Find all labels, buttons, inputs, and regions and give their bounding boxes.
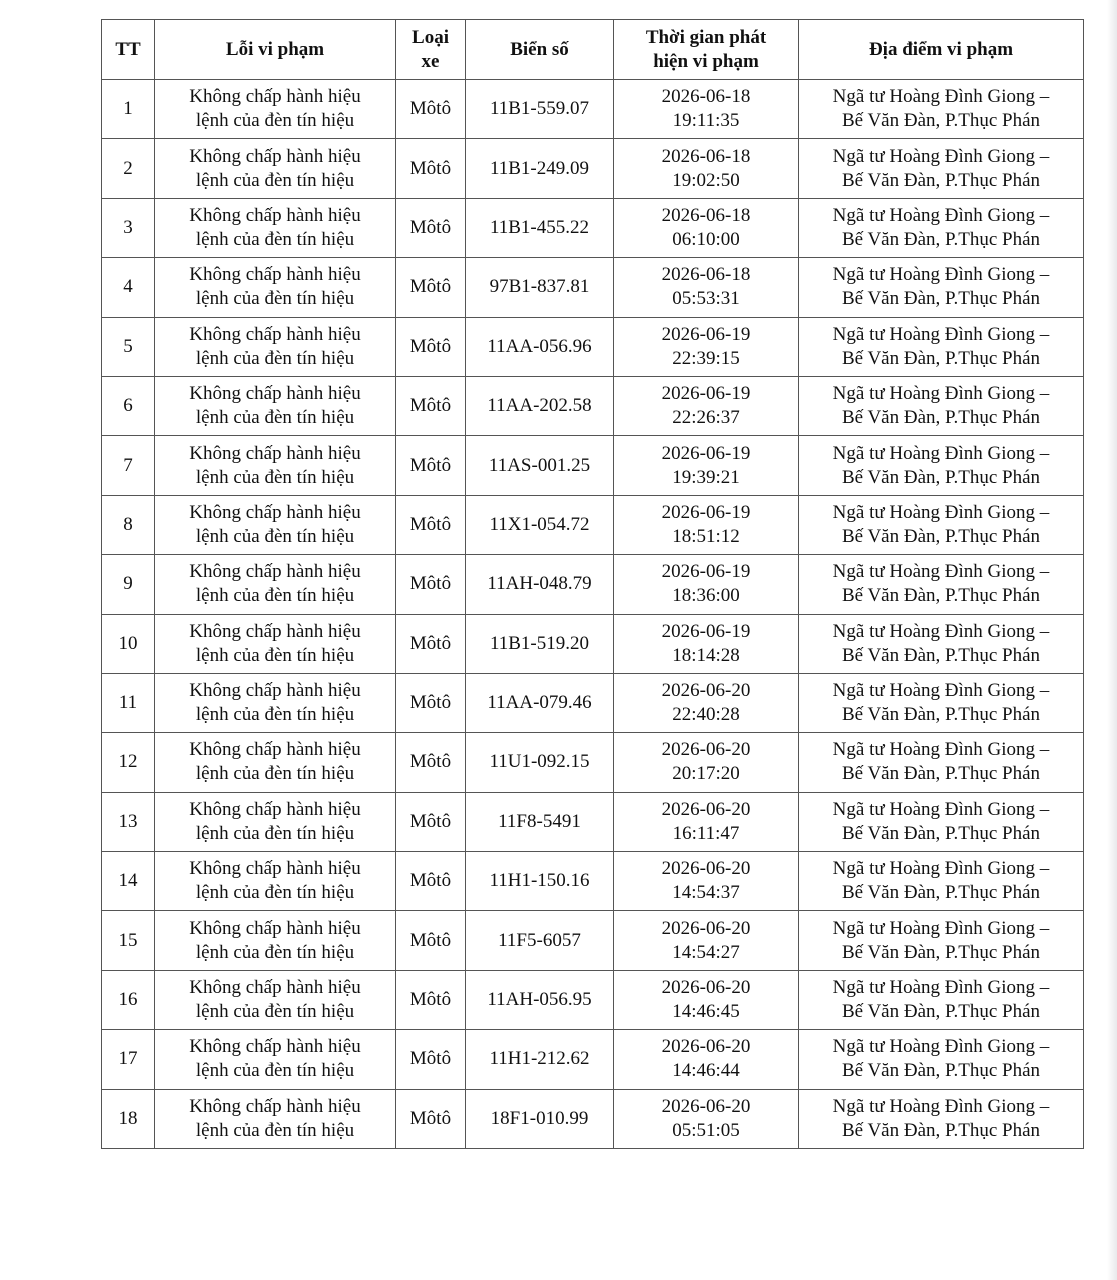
cell-error-line1: Không chấp hành hiệu (189, 858, 361, 880)
cell-error-line1: Không chấp hành hiệu (189, 1095, 361, 1117)
cell-error-line1: Không chấp hành hiệu (189, 739, 361, 761)
cell-detection-time (614, 1089, 799, 1148)
header-location: Địa điểm vi phạm (799, 20, 1084, 80)
cell-tt: 7 (102, 436, 155, 495)
cell-location-line2: Bế Văn Đàn, P.Thục Phán (841, 1060, 1041, 1082)
cell-location-line1: Ngã tư Hoàng Đình Giong – (832, 798, 1050, 820)
cell-detection-time (614, 970, 799, 1029)
cell-location (799, 911, 1084, 970)
cell-plate: 11AS-001.25 (466, 436, 614, 495)
cell-error-line2: lệnh của đèn tín hiệu (195, 1119, 355, 1141)
cell-vehicle-type: Môtô (396, 673, 466, 732)
cell-detection-time (614, 139, 799, 198)
cell-location-line1: Ngã tư Hoàng Đình Giong – (832, 501, 1050, 523)
cell-location-line2: Bế Văn Đàn, P.Thục Phán (841, 525, 1041, 547)
cell-location (799, 614, 1084, 673)
table-row (102, 80, 1084, 139)
cell-tt: 9 (102, 555, 155, 614)
cell-location-line1: Ngã tư Hoàng Đình Giong – (832, 1036, 1050, 1058)
cell-location (799, 970, 1084, 1029)
cell-plate: 11B1-559.07 (466, 80, 614, 139)
cell-tt: 14 (102, 852, 155, 911)
cell-error (155, 555, 396, 614)
cell-date: 2026-06-19 (661, 323, 751, 345)
cell-detection-time (614, 1030, 799, 1089)
cell-location-line1: Ngã tư Hoàng Đình Giong – (832, 858, 1050, 880)
cell-detection-time (614, 258, 799, 317)
cell-location (799, 139, 1084, 198)
cell-error (155, 436, 396, 495)
cell-vehicle-type: Môtô (396, 436, 466, 495)
cell-time: 18:14:28 (672, 644, 740, 666)
table-row (102, 258, 1084, 317)
cell-date: 2026-06-19 (661, 501, 751, 523)
cell-detection-time (614, 495, 799, 554)
cell-location-line1: Ngã tư Hoàng Đình Giong – (832, 739, 1050, 761)
cell-error-line1: Không chấp hành hiệu (189, 145, 361, 167)
cell-location-line2: Bế Văn Đàn, P.Thục Phán (841, 763, 1041, 785)
cell-date: 2026-06-19 (661, 442, 751, 464)
cell-location (799, 376, 1084, 435)
table-row (102, 436, 1084, 495)
cell-vehicle-type: Môtô (396, 1030, 466, 1089)
header-vehicle-type-line1: Loại (412, 26, 449, 48)
cell-date: 2026-06-20 (661, 917, 751, 939)
cell-error-line2: lệnh của đèn tín hiệu (195, 525, 355, 547)
cell-vehicle-type: Môtô (396, 258, 466, 317)
table-row (102, 555, 1084, 614)
cell-error (155, 614, 396, 673)
cell-date: 2026-06-20 (661, 977, 751, 999)
header-error: Lỗi vi phạm (155, 20, 396, 80)
cell-location-line1: Ngã tư Hoàng Đình Giong – (832, 264, 1050, 286)
table-row (102, 139, 1084, 198)
cell-tt: 5 (102, 317, 155, 376)
cell-location-line2: Bế Văn Đàn, P.Thục Phán (841, 228, 1041, 250)
cell-location (799, 673, 1084, 732)
cell-vehicle-type: Môtô (396, 970, 466, 1029)
cell-location-line1: Ngã tư Hoàng Đình Giong – (832, 442, 1050, 464)
cell-error-line1: Không chấp hành hiệu (189, 680, 361, 702)
cell-tt: 8 (102, 495, 155, 554)
table-row (102, 970, 1084, 1029)
cell-date: 2026-06-19 (661, 620, 751, 642)
cell-location-line2: Bế Văn Đàn, P.Thục Phán (841, 585, 1041, 607)
cell-plate: 11H1-212.62 (466, 1030, 614, 1089)
cell-error (155, 495, 396, 554)
header-vehicle-type-line2: xe (421, 50, 440, 72)
header-detection-time-line2: hiện vi phạm (653, 50, 759, 72)
cell-detection-time (614, 555, 799, 614)
cell-location-line2: Bế Văn Đàn, P.Thục Phán (841, 169, 1041, 191)
cell-error-line2: lệnh của đèn tín hiệu (195, 407, 355, 429)
cell-error-line2: lệnh của đèn tín hiệu (195, 466, 355, 488)
cell-detection-time (614, 852, 799, 911)
cell-error-line2: lệnh của đèn tín hiệu (195, 644, 355, 666)
cell-error-line1: Không chấp hành hiệu (189, 1036, 361, 1058)
cell-location-line2: Bế Văn Đàn, P.Thục Phán (841, 941, 1041, 963)
cell-vehicle-type: Môtô (396, 495, 466, 554)
cell-time: 20:17:20 (672, 763, 740, 785)
cell-time: 14:54:37 (672, 882, 740, 904)
cell-error-line2: lệnh của đèn tín hiệu (195, 110, 355, 132)
table-row (102, 911, 1084, 970)
cell-date: 2026-06-20 (661, 1036, 751, 1058)
cell-location-line1: Ngã tư Hoàng Đình Giong – (832, 145, 1050, 167)
cell-time: 22:40:28 (672, 704, 740, 726)
cell-location-line1: Ngã tư Hoàng Đình Giong – (832, 204, 1050, 226)
header-vehicle-type (396, 20, 466, 80)
cell-date: 2026-06-19 (661, 561, 751, 583)
cell-location (799, 852, 1084, 911)
cell-plate: 11B1-455.22 (466, 198, 614, 257)
cell-location-line1: Ngã tư Hoàng Đình Giong – (832, 383, 1050, 405)
cell-location-line2: Bế Văn Đàn, P.Thục Phán (841, 1119, 1041, 1141)
cell-time: 18:36:00 (672, 585, 740, 607)
header-detection-time-line1: Thời gian phát (645, 26, 767, 48)
cell-vehicle-type: Môtô (396, 376, 466, 435)
cell-tt: 13 (102, 792, 155, 851)
table-row (102, 317, 1084, 376)
cell-plate: 11H1-150.16 (466, 852, 614, 911)
cell-vehicle-type: Môtô (396, 139, 466, 198)
cell-tt: 12 (102, 733, 155, 792)
table-row (102, 1089, 1084, 1148)
cell-location-line2: Bế Văn Đàn, P.Thục Phán (841, 704, 1041, 726)
cell-time: 06:10:00 (672, 228, 740, 250)
cell-error-line2: lệnh của đèn tín hiệu (195, 288, 355, 310)
cell-error-line1: Không chấp hành hiệu (189, 620, 361, 642)
table-row (102, 495, 1084, 554)
cell-location (799, 198, 1084, 257)
cell-date: 2026-06-20 (661, 1095, 751, 1117)
cell-plate: 11U1-092.15 (466, 733, 614, 792)
cell-location (799, 733, 1084, 792)
cell-error-line1: Không chấp hành hiệu (189, 264, 361, 286)
cell-location-line1: Ngã tư Hoàng Đình Giong – (832, 620, 1050, 642)
cell-date: 2026-06-20 (661, 739, 751, 761)
cell-location-line1: Ngã tư Hoàng Đình Giong – (832, 561, 1050, 583)
cell-location-line2: Bế Văn Đàn, P.Thục Phán (841, 466, 1041, 488)
cell-error-line1: Không chấp hành hiệu (189, 501, 361, 523)
cell-vehicle-type: Môtô (396, 733, 466, 792)
cell-error-line1: Không chấp hành hiệu (189, 204, 361, 226)
table-row (102, 376, 1084, 435)
cell-plate: 11F5-6057 (466, 911, 614, 970)
table-row (102, 673, 1084, 732)
cell-plate: 11AA-079.46 (466, 673, 614, 732)
cell-plate: 11AA-202.58 (466, 376, 614, 435)
cell-time: 19:02:50 (672, 169, 740, 191)
cell-error-line2: lệnh của đèn tín hiệu (195, 1001, 355, 1023)
header-tt: TT (102, 20, 155, 80)
cell-error (155, 792, 396, 851)
cell-error (155, 317, 396, 376)
cell-error-line1: Không chấp hành hiệu (189, 977, 361, 999)
cell-date: 2026-06-18 (661, 264, 751, 286)
cell-tt: 2 (102, 139, 155, 198)
cell-detection-time (614, 911, 799, 970)
cell-detection-time (614, 733, 799, 792)
cell-plate: 11B1-249.09 (466, 139, 614, 198)
cell-vehicle-type: Môtô (396, 80, 466, 139)
cell-date: 2026-06-20 (661, 798, 751, 820)
cell-detection-time (614, 792, 799, 851)
cell-detection-time (614, 376, 799, 435)
cell-vehicle-type: Môtô (396, 198, 466, 257)
cell-location-line2: Bế Văn Đàn, P.Thục Phán (841, 1001, 1041, 1023)
page-edge-shadow (1107, 0, 1117, 1280)
cell-location-line2: Bế Văn Đàn, P.Thục Phán (841, 882, 1041, 904)
cell-vehicle-type: Môtô (396, 614, 466, 673)
header-plate: Biển số (466, 20, 614, 80)
cell-plate: 18F1-010.99 (466, 1089, 614, 1148)
cell-time: 19:11:35 (672, 110, 740, 132)
cell-location-line1: Ngã tư Hoàng Đình Giong – (832, 86, 1050, 108)
cell-plate: 11X1-054.72 (466, 495, 614, 554)
cell-error-line1: Không chấp hành hiệu (189, 86, 361, 108)
table-row (102, 614, 1084, 673)
table-header (102, 20, 1084, 80)
table-row (102, 792, 1084, 851)
cell-tt: 16 (102, 970, 155, 1029)
cell-error-line2: lệnh của đèn tín hiệu (195, 585, 355, 607)
cell-date: 2026-06-18 (661, 145, 751, 167)
cell-error (155, 852, 396, 911)
cell-detection-time (614, 436, 799, 495)
cell-time: 14:54:27 (672, 941, 740, 963)
cell-detection-time (614, 317, 799, 376)
table-row (102, 733, 1084, 792)
cell-error (155, 1030, 396, 1089)
table-row (102, 1030, 1084, 1089)
cell-plate: 11AA-056.96 (466, 317, 614, 376)
cell-error-line2: lệnh của đèn tín hiệu (195, 347, 355, 369)
cell-error (155, 970, 396, 1029)
cell-plate: 11AH-056.95 (466, 970, 614, 1029)
cell-detection-time (614, 614, 799, 673)
cell-error-line1: Không chấp hành hiệu (189, 917, 361, 939)
cell-error (155, 198, 396, 257)
cell-date: 2026-06-19 (661, 383, 751, 405)
cell-time: 14:46:44 (672, 1060, 740, 1082)
cell-plate: 11F8-5491 (466, 792, 614, 851)
cell-location (799, 792, 1084, 851)
cell-plate: 11B1-519.20 (466, 614, 614, 673)
cell-vehicle-type: Môtô (396, 317, 466, 376)
cell-time: 19:39:21 (672, 466, 740, 488)
cell-error-line1: Không chấp hành hiệu (189, 442, 361, 464)
cell-error-line2: lệnh của đèn tín hiệu (195, 941, 355, 963)
cell-date: 2026-06-18 (661, 86, 751, 108)
cell-location-line1: Ngã tư Hoàng Đình Giong – (832, 680, 1050, 702)
cell-error (155, 139, 396, 198)
cell-error-line1: Không chấp hành hiệu (189, 561, 361, 583)
cell-error (155, 911, 396, 970)
cell-location (799, 436, 1084, 495)
cell-location (799, 555, 1084, 614)
cell-tt: 6 (102, 376, 155, 435)
cell-error-line1: Không chấp hành hiệu (189, 383, 361, 405)
cell-error (155, 376, 396, 435)
cell-location (799, 317, 1084, 376)
cell-time: 05:53:31 (672, 288, 740, 310)
cell-error-line1: Không chấp hành hiệu (189, 323, 361, 345)
violations-table (101, 19, 1084, 1149)
cell-location-line1: Ngã tư Hoàng Đình Giong – (832, 917, 1050, 939)
header-row (102, 20, 1084, 80)
table-body (102, 80, 1084, 1149)
cell-tt: 4 (102, 258, 155, 317)
cell-location-line2: Bế Văn Đàn, P.Thục Phán (841, 644, 1041, 666)
cell-error-line2: lệnh của đèn tín hiệu (195, 169, 355, 191)
cell-error (155, 1089, 396, 1148)
cell-tt: 17 (102, 1030, 155, 1089)
cell-location (799, 1030, 1084, 1089)
cell-vehicle-type: Môtô (396, 1089, 466, 1148)
cell-tt: 3 (102, 198, 155, 257)
cell-time: 05:51:05 (672, 1119, 740, 1141)
cell-date: 2026-06-20 (661, 680, 751, 702)
cell-location-line1: Ngã tư Hoàng Đình Giong – (832, 1095, 1050, 1117)
cell-location-line1: Ngã tư Hoàng Đình Giong – (832, 977, 1050, 999)
cell-location (799, 258, 1084, 317)
cell-vehicle-type: Môtô (396, 555, 466, 614)
cell-error-line2: lệnh của đèn tín hiệu (195, 763, 355, 785)
cell-location (799, 495, 1084, 554)
cell-location-line2: Bế Văn Đàn, P.Thục Phán (841, 288, 1041, 310)
cell-tt: 15 (102, 911, 155, 970)
cell-location-line1: Ngã tư Hoàng Đình Giong – (832, 323, 1050, 345)
cell-error-line2: lệnh của đèn tín hiệu (195, 228, 355, 250)
cell-location-line2: Bế Văn Đàn, P.Thục Phán (841, 407, 1041, 429)
cell-time: 16:11:47 (672, 822, 740, 844)
cell-date: 2026-06-20 (661, 858, 751, 880)
cell-tt: 11 (102, 673, 155, 732)
cell-location-line2: Bế Văn Đàn, P.Thục Phán (841, 110, 1041, 132)
cell-error-line2: lệnh của đèn tín hiệu (195, 882, 355, 904)
cell-error-line2: lệnh của đèn tín hiệu (195, 1060, 355, 1082)
header-detection-time (614, 20, 799, 80)
cell-location (799, 1089, 1084, 1148)
cell-plate: 97B1-837.81 (466, 258, 614, 317)
cell-tt: 10 (102, 614, 155, 673)
cell-detection-time (614, 80, 799, 139)
cell-error (155, 673, 396, 732)
cell-tt: 1 (102, 80, 155, 139)
cell-time: 22:39:15 (672, 347, 740, 369)
cell-time: 18:51:12 (672, 525, 740, 547)
cell-location (799, 80, 1084, 139)
cell-vehicle-type: Môtô (396, 911, 466, 970)
cell-date: 2026-06-18 (661, 204, 751, 226)
cell-time: 22:26:37 (672, 407, 740, 429)
cell-vehicle-type: Môtô (396, 792, 466, 851)
cell-error-line2: lệnh của đèn tín hiệu (195, 822, 355, 844)
cell-vehicle-type: Môtô (396, 852, 466, 911)
cell-time: 14:46:45 (672, 1001, 740, 1023)
cell-tt: 18 (102, 1089, 155, 1148)
table-row (102, 198, 1084, 257)
cell-plate: 11AH-048.79 (466, 555, 614, 614)
cell-error (155, 733, 396, 792)
cell-error (155, 80, 396, 139)
cell-location-line2: Bế Văn Đàn, P.Thục Phán (841, 347, 1041, 369)
cell-detection-time (614, 673, 799, 732)
cell-location-line2: Bế Văn Đàn, P.Thục Phán (841, 822, 1041, 844)
table-row (102, 852, 1084, 911)
cell-error-line1: Không chấp hành hiệu (189, 798, 361, 820)
cell-error (155, 258, 396, 317)
cell-detection-time (614, 198, 799, 257)
cell-error-line2: lệnh của đèn tín hiệu (195, 704, 355, 726)
